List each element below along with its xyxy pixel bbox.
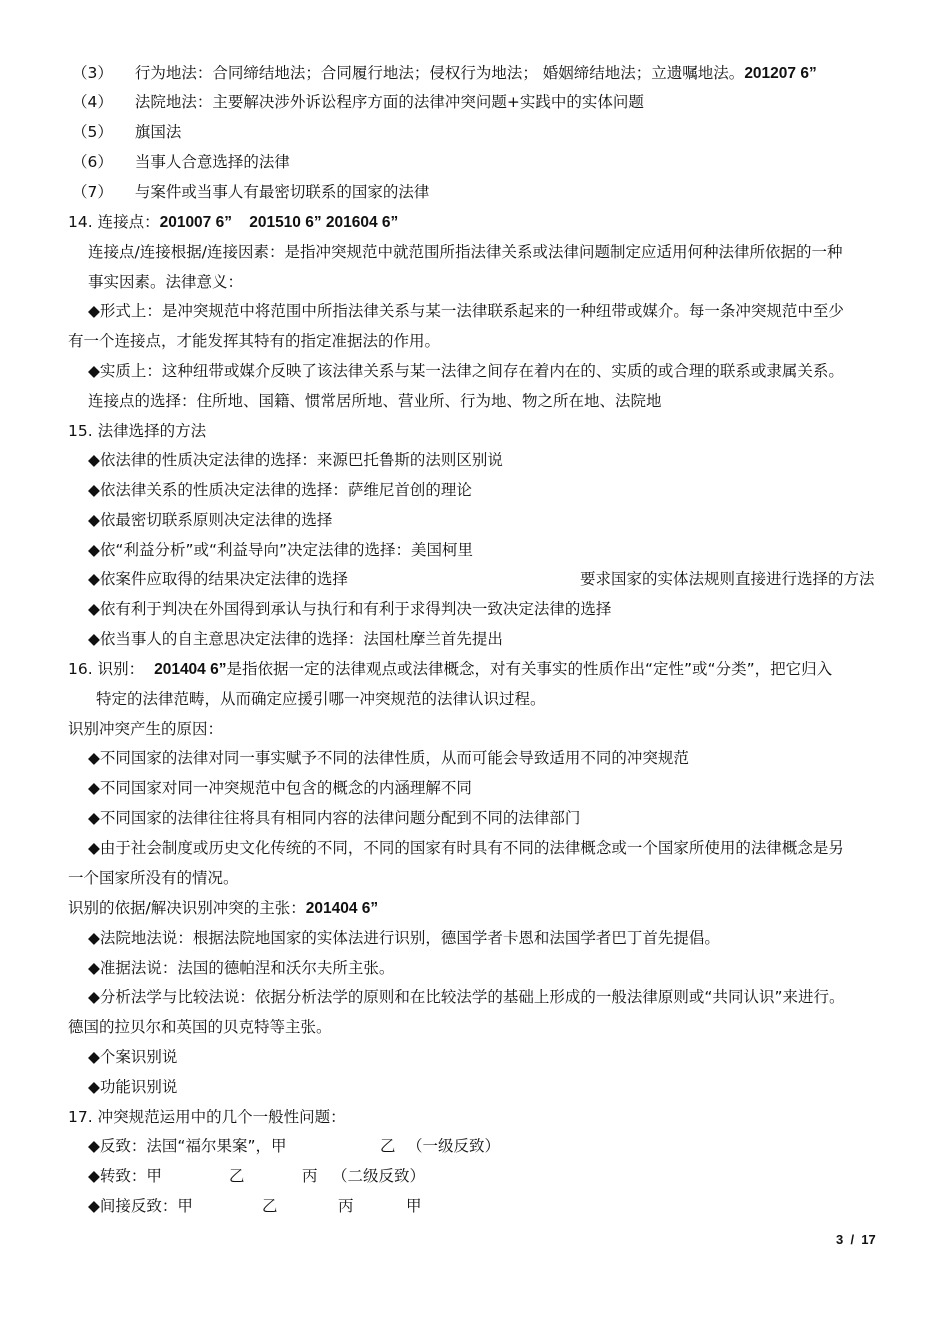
diagram-note: （一级反致） — [407, 1137, 501, 1155]
exam-mark: 201404 6” — [154, 661, 227, 678]
bullet-item: ◆不同国家对同一冲突规范中包含的概念的内涵理解不同 — [88, 779, 472, 797]
item-text: 与案件或当事人有最密切联系的国家的法律 — [134, 183, 430, 201]
item-number: （5） — [72, 123, 113, 141]
item-number: （7） — [72, 183, 113, 201]
bullet-item: ◆依案件应取得的结果决定法律的选择 — [88, 570, 348, 588]
bullet-item: ◆由于社会制度或历史文化传统的不同，不同的国家有时具有不同的法律概念或一个国家所使用的法律概念是另 — [88, 839, 844, 857]
subheading: 识别的依据/解决识别冲突的主张：201404 6” — [68, 899, 379, 917]
section-heading-15: 15. 法律选择的方法 — [68, 422, 207, 440]
bullet-item: ◆间接反致：甲 — [88, 1197, 193, 1215]
page-number: 3 / 17 — [836, 1232, 876, 1247]
paragraph: 连接点/连接根据/连接因素：是指冲突规范中就范围所指法律关系或法律问题制定应适用何种法律所依据的一种 — [88, 243, 843, 261]
bullet-item: ◆依法律关系的性质决定法律的选择：萨维尼首创的理论 — [88, 481, 472, 499]
bullet-item: ◆依当事人的自主意思决定法律的选择：法国杜摩兰首先提出 — [88, 630, 503, 648]
bullet-item: ◆依法律的性质决定法律的选择：来源巴托鲁斯的法则区别说 — [88, 451, 503, 469]
bullet-item: ◆依最密切联系原则决定法律的选择 — [88, 511, 333, 529]
exam-mark: 201207 6” — [744, 65, 817, 82]
item-number: （4） — [72, 93, 113, 111]
paragraph: 事实因素。法律意义： — [88, 273, 244, 291]
section-heading-17: 17. 冲突规范运用中的几个一般性问题： — [68, 1108, 346, 1126]
diagram-note: （二级反致） — [332, 1167, 426, 1185]
exam-mark: 201007 6” 201510 6” 201604 6” — [159, 214, 399, 231]
diagram-node: 丙 — [302, 1167, 318, 1185]
bullet-item: ◆形式上：是冲突规范中将范围中所指法律关系与某一法律联系起来的一种纽带或媒介。每一条冲突规范中至少 — [88, 302, 844, 320]
item-text: 当事人合意选择的法律 — [134, 153, 290, 171]
paragraph: 一个国家所没有的情况。 — [68, 869, 239, 887]
section-heading-16: 16. 识别： 201404 6”是指依据一定的法律观点或法律概念，对有关事实的性质作出“定性”或“分类”，把它归入 — [68, 660, 833, 678]
bullet-item: ◆功能识别说 — [88, 1078, 178, 1096]
bullet-item: ◆实质上：这种纽带或媒介反映了该法律关系与某一法律之间存在着内在的、实质的或合理的联系或隶属关系。 — [88, 362, 844, 380]
section-heading-14: 14. 连接点：201007 6” 201510 6” 201604 6” — [68, 213, 399, 231]
bullet-item: ◆个案识别说 — [88, 1048, 178, 1066]
diagram-node: 甲 — [406, 1197, 422, 1215]
diagram-node: 乙 — [380, 1137, 396, 1155]
item-text: 行为地法：合同缔结地法；合同履行地法；侵权行为地法； 婚姻缔结地法；立遗嘱地法。 — [134, 64, 745, 82]
list-item — [72, 151, 290, 173]
bullet-item: ◆准据法说：法国的德帕涅和沃尔夫所主张。 — [88, 959, 395, 977]
list-item — [72, 181, 429, 203]
paragraph: 连接点的选择：住所地、国籍、惯常居所地、营业所、行为地、物之所在地、法院地 — [88, 392, 662, 410]
item-text: 法院地法：主要解决涉外诉讼程序方面的法律冲突问题+实践中的实体问题 — [134, 93, 644, 111]
bullet-item: ◆反致：法国“福尔果案”，甲 — [88, 1137, 287, 1155]
diagram-node: 丙 — [338, 1197, 354, 1215]
diagram-node: 乙 — [229, 1167, 245, 1185]
diagram-node: 乙 — [262, 1197, 278, 1215]
bullet-item: ◆转致：甲 — [88, 1167, 162, 1185]
paragraph: 有一个连接点，才能发挥其特有的指定准据法的作用。 — [68, 332, 441, 350]
paragraph: 特定的法律范畴，从而确定应援引哪一冲突规范的法律认识过程。 — [96, 690, 546, 708]
subheading: 识别冲突产生的原因： — [68, 720, 224, 738]
item-number: （6） — [72, 153, 113, 171]
item-text: 旗国法 — [134, 123, 182, 141]
bullet-item-note: 要求国家的实体法规则直接进行选择的方法 — [580, 570, 875, 588]
list-item — [72, 62, 817, 85]
paragraph: 德国的拉贝尔和英国的贝克特等主张。 — [68, 1018, 332, 1036]
bullet-item: ◆法院地法说：根据法院地国家的实体法进行识别，德国学者卡恩和法国学者巴丁首先提倡。 — [88, 929, 720, 947]
exam-mark: 201404 6” — [305, 900, 379, 917]
bullet-item: ◆不同国家的法律对同一事实赋予不同的法律性质，从而可能会导致适用不同的冲突规范 — [88, 749, 689, 767]
bullet-item: ◆依“利益分析”或“利益导向”决定法律的选择：美国柯里 — [88, 541, 474, 559]
list-item — [72, 121, 181, 143]
bullet-item: ◆依有利于判决在外国得到承认与执行和有利于求得判决一致决定法律的选择 — [88, 600, 612, 618]
bullet-item: ◆不同国家的法律往往将具有相同内容的法律问题分配到不同的法律部门 — [88, 809, 581, 827]
item-number: （3） — [72, 64, 113, 82]
list-item — [72, 91, 644, 113]
bullet-item: ◆分析法学与比较法说：依据分析法学的原则和在比较法学的基础上形成的一般法律原则或“共同认识”来进行。 — [88, 988, 845, 1006]
